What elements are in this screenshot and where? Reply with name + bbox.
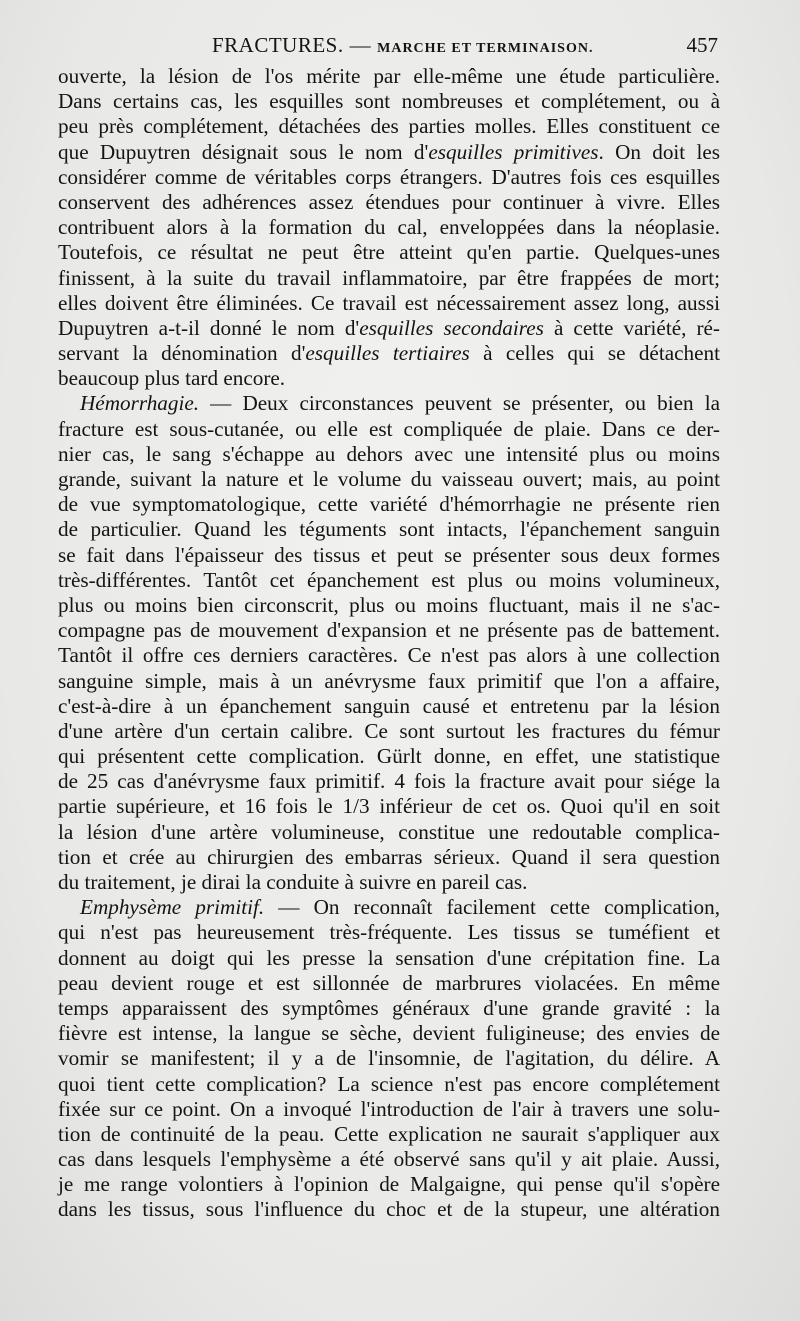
text-line	[58, 1147, 720, 1172]
text-segment: grande, suivant la nature et le volume du vaisseau ouvert; mais, au point	[58, 467, 720, 491]
text-segment: donnent au doigt qui les presse la sensation d'une crépitation fine. La	[58, 945, 720, 970]
italic-term: Emphysème primitif.	[80, 895, 265, 920]
text-line	[58, 89, 720, 114]
text-line	[58, 467, 720, 492]
text-segment: nier cas, le sang s'échappe au dehors avec une intensité plus ou moins	[58, 441, 720, 466]
text-segment: Dupuytren a-t-il donné le nom d'	[58, 315, 360, 340]
text-line	[58, 316, 720, 341]
text-line	[58, 845, 720, 870]
text-segment: fixée sur ce point. On a invoqué l'introduction de l'air à travers une solu-	[58, 1096, 720, 1121]
text-segment: tion et crée au chirurgien des embarras sérieux. Quand il sera question	[58, 844, 720, 869]
text-segment: dans les tissus, sous l'influence du choc et de la stupeur, une altération	[58, 1197, 720, 1222]
text-line	[58, 593, 720, 618]
text-segment: contribuent alors à la formation du cal, enveloppées dans la néoplasie.	[58, 215, 720, 240]
text-segment: peu près complétement, détachées des parties molles. Elles constituent ce	[58, 114, 720, 139]
header-separator: —	[349, 33, 372, 57]
text-segment: finissent, à la suite du travail inflammatoire, par être frappées de mort;	[58, 265, 720, 290]
text-line	[58, 140, 720, 165]
text-line	[58, 291, 720, 316]
text-line	[58, 190, 720, 215]
text-segment: . On doit les	[598, 139, 720, 164]
running-header	[58, 33, 718, 59]
text-line	[58, 794, 720, 819]
text-line	[58, 391, 720, 416]
text-segment: conservent des adhérences assez étendues pour continuer à vivre. Elles	[58, 189, 720, 214]
text-segment: je me range volontiers à l'opinion de Malgaigne, qui pense qu'il s'opère	[58, 1172, 720, 1197]
text-segment: compagne pas de mouvement d'expansion et ne présente pas de battement.	[58, 618, 720, 643]
text-segment: servant la dénomination d'	[58, 341, 306, 366]
text-segment: quoi tient cette complication? La science n'est pas encore complétement	[58, 1071, 720, 1096]
text-segment: qui n'est pas heureusement très-fréquente. Les tissus se tuméfient et	[58, 920, 720, 945]
text-line	[58, 492, 720, 517]
text-segment: beaucoup plus tard encore.	[58, 366, 286, 391]
text-segment: peau devient rouge et est sillonnée de marbrures violacées. En même	[58, 970, 720, 995]
text-line	[58, 417, 720, 442]
text-line	[58, 870, 720, 895]
text-line	[58, 240, 720, 265]
text-segment: tion de continuité de la peau. Cette explication ne saurait s'appliquer aux	[58, 1121, 720, 1146]
text-segment: qui présentent cette complication. Gürlt donne, en effet, une statistique	[58, 744, 720, 769]
text-line	[58, 266, 720, 291]
text-line	[58, 1072, 720, 1097]
text-line	[58, 366, 720, 391]
text-segment: à cette variété, ré-	[543, 315, 720, 340]
text-line	[58, 946, 720, 971]
text-segment: — On reconnaît facilement cette complication,	[264, 895, 720, 920]
text-line	[58, 64, 720, 89]
italic-term: esquilles tertiaires	[305, 341, 470, 366]
text-line	[58, 114, 720, 139]
text-segment: fracture est sous-cutanée, ou elle est compliquée de plaie. Dans ce der-	[58, 416, 720, 441]
text-line	[58, 1172, 720, 1197]
text-segment: la lésion d'une artère volumineuse, constitue une redoutable complica-	[58, 819, 720, 844]
text-line	[58, 543, 720, 568]
text-line	[58, 568, 720, 593]
text-line	[58, 165, 720, 190]
text-segment: cas dans lesquels l'emphysème a été observé sans qu'il y ait plaie. Aussi,	[58, 1147, 720, 1172]
text-line	[58, 1021, 720, 1046]
text-line	[58, 971, 720, 996]
text-line	[58, 1122, 720, 1147]
header-title: FRACTURES.	[212, 33, 344, 57]
italic-term: esquilles primitives	[428, 139, 599, 164]
text-line	[58, 1046, 720, 1071]
body-text	[58, 64, 720, 1223]
text-line	[58, 920, 720, 945]
text-segment: considérer comme de véritables corps étrangers. D'autres fois ces esquilles	[58, 164, 720, 189]
text-line	[58, 744, 720, 769]
text-line	[58, 517, 720, 542]
text-segment: vomir se manifestent; il y a de l'insomnie, de l'agitation, du délire. A	[58, 1046, 720, 1071]
text-segment: se fait dans l'épaisseur des tissus et peut se présenter sous deux formes	[58, 542, 720, 567]
text-segment: Tantôt il offre ces derniers caractères. Ce n'est pas alors à une collection	[58, 643, 720, 668]
italic-term: Hémorrhagie.	[80, 391, 200, 416]
text-segment: d'une artère d'un certain calibre. Ce sont surtout les fractures du fémur	[58, 718, 720, 743]
text-line	[58, 618, 720, 643]
text-segment: temps apparaissent des symptômes généraux d'une grande gravité : la	[58, 995, 720, 1020]
text-segment: partie supérieure, et 16 fois le 1/3 inférieur de cet os. Quoi qu'il en soit	[58, 794, 720, 819]
text-line	[58, 895, 720, 920]
text-segment: plus ou moins bien circonscrit, plus ou moins fluctuant, mais il ne s'ac-	[58, 592, 720, 617]
text-line	[58, 719, 720, 744]
text-line	[58, 341, 720, 366]
text-line	[58, 769, 720, 794]
text-line	[58, 820, 720, 845]
running-title	[212, 33, 593, 58]
header-subtitle: MARCHE ET TERMINAISON.	[377, 41, 594, 56]
text-line	[58, 643, 720, 668]
text-segment: Toutefois, ce résultat ne peut être atteint qu'en partie. Quelques-unes	[58, 240, 720, 265]
text-line	[58, 215, 720, 240]
text-segment: elles doivent être éliminées. Ce travail est nécessairement assez long, aussi	[58, 290, 720, 315]
text-segment: fièvre est intense, la langue se sèche, devient fuligineuse; des envies de	[58, 1021, 720, 1046]
text-segment: de vue symptomatologique, cette variété d'hémorrhagie ne présente rien	[58, 492, 720, 517]
text-line	[58, 1097, 720, 1122]
text-segment: que Dupuytren désignait sous le nom d'	[58, 139, 429, 164]
text-segment: très-différentes. Tantôt cet épanchement est plus ou moins volumineux,	[58, 567, 720, 592]
text-line	[58, 669, 720, 694]
text-segment: Dans certains cas, les esquilles sont nombreuses et complétement, ou à	[58, 89, 720, 114]
text-segment: du traitement, je dirai la conduite à suivre en pareil cas.	[58, 870, 528, 894]
text-segment: ouverte, la lésion de l'os mérite par elle-même une étude particulière.	[58, 64, 720, 88]
text-line	[58, 996, 720, 1021]
text-segment: — Deux circonstances peuvent se présenter, ou bien la	[199, 391, 720, 416]
text-segment: c'est-à-dire à un épanchement sanguin causé et entretenu par la lésion	[58, 693, 720, 718]
italic-term: esquilles secondaires	[359, 315, 544, 340]
text-segment: sanguine simple, mais à un anévrysme faux primitif que l'on a affaire,	[58, 668, 720, 693]
text-segment: à celles qui se détachent	[469, 341, 721, 366]
text-segment: de 25 cas d'anévrysme faux primitif. 4 fois la fracture avait pour siége la	[58, 769, 720, 794]
text-line	[58, 442, 720, 467]
text-segment: de particulier. Quand les téguments sont intacts, l'épanchement sanguin	[58, 517, 720, 542]
page-number: 457	[686, 33, 718, 57]
text-line	[58, 1197, 720, 1222]
text-line	[58, 694, 720, 719]
